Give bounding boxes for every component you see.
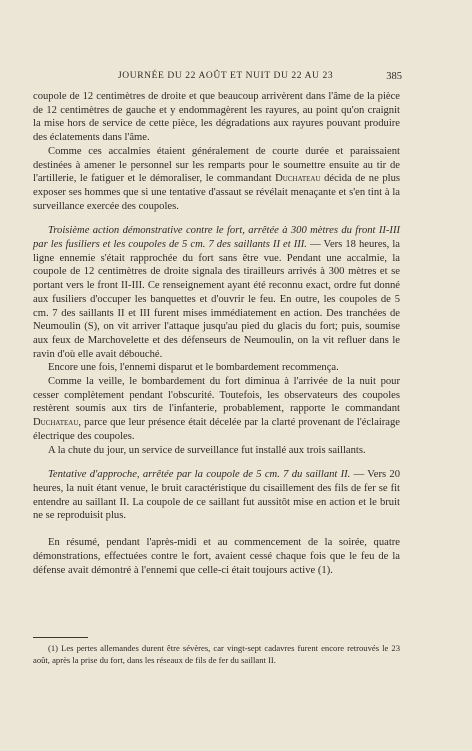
paragraph-text: — Vers 20 heures, la nuit étant venue, le bruit caractéristique du cisaillement des fils de fer se fit entendre au saillant II. La coupole de ce saillant fut aussitôt mise en action et le bruit ne se reproduisit plus. [33,469,400,522]
paragraph-text: décida de ne plus exposer ses hommes que si une tentative d'assaut se révélait menaçante et s'en tint à la surveillance exercée des coupoles. [33,173,400,212]
section-heading: Tentative d'approche, arrêtée par la coupole de 5 cm. 7 du saillant II. [48,469,351,481]
body-text [33,90,400,577]
running-title: JOURNÉE DU 22 AOÛT ET NUIT DU 22 AU 23 [118,71,334,81]
page-header [0,71,472,87]
paragraph-text: A la chute du jour, un service de surveillance fut installé aux trois saillants. [48,444,366,456]
paragraph-text: coupole de 12 centimètres de droite et que beaucoup arrivèrent dans l'âme de la pièce de 12 centimètres de gauche et y endommagèrent les rayures, au point qu'on craignit la mise hors de service de cette pièce, les dégradations aux rayures pouvant produire des éclatements dans l'âme. [33,91,400,144]
paragraph-text: , parce que leur présence était décelée par la clarté provenant de l'éclairage électrique des coupoles. [33,417,400,442]
section-heading: Troisième action démonstrative contre le fort, arrêtée à 300 mètres du front II-III par les fusiliers et les coupoles de 5 cm. 7 des saillants II et III. [33,225,400,251]
paragraph-tentative [33,468,400,523]
footnote-divider [33,637,88,638]
paragraph-ennemi-disparut [33,361,400,375]
footnote: (1) Les pertes allemandes durent être sévères, car vingt-sept cadavres furent encore retrouvés le 23 août, après la prise du fort, dans les réseaux de fils de fer du saillant II. [33,643,400,665]
paragraph-text: Encore une fois, l'ennemi disparut et le bombardement recommença. [48,362,339,374]
paragraph-accalmies [33,145,400,214]
page-number: 385 [386,71,402,82]
commander-name: Duchateau [33,417,79,429]
paragraph-text: Comme ces accalmies étaient généralement de courte durée et paraissaient destinées à amener le personnel sur les remparts pour le soumettre ensuite au tir de l'artillerie, le fatiguer et le démoraliser, le commandant [33,145,400,185]
paragraph-third-action [33,224,400,361]
paragraph-text: En résumé, pendant l'après-midi et au commencement de la soirée, quatre démonstrations, effectuées contre le fort, avaient cessé chaque fois que le feu de la défense avait démontré à l'ennemi que celle-ci était toujours active (1). [33,537,400,576]
paragraph-resume [33,536,400,577]
commander-name: Duchateau [275,173,321,185]
paragraph-chute-du-jour [33,444,400,458]
paragraph-text: Comme la veille, le bombardement du fort diminua à l'arrivée de la nuit pour cesser complètement pendant l'obscurité. Toutefois, les observateurs des coupoles restèrent soumis aux tirs de l'infanterie, probablement, rapporte le commandant [33,376,400,415]
paragraph-text: — Vers 18 heures, la ligne ennemie s'était rapprochée du fort sans être vue. Pendant une accalmie, la coupole de 12 centimètres de droite signala des tirailleurs arrivés à 300 mètres et se portant vers le front II-III. Ce renseignement ayant été reconnu exact, ordre fut donné aux fusiliers d'occuper les banquettes et d'ouvrir le feu. En outre, les coupoles de 5 cm. 7 des saillants II et III furent mises immédiatement en action. Des tranchées de Neumoulin (S), on vit arriver l'attaque jusqu'au pied du glacis du fort; puis, soumise aux feux de Marchovelette et des défenseurs de Neumoulin, on la vit refluer dans le ravin d'où elle avait débouché. [33,239,400,360]
paragraph-continuation [33,90,400,145]
paragraph-nuit [33,375,400,444]
